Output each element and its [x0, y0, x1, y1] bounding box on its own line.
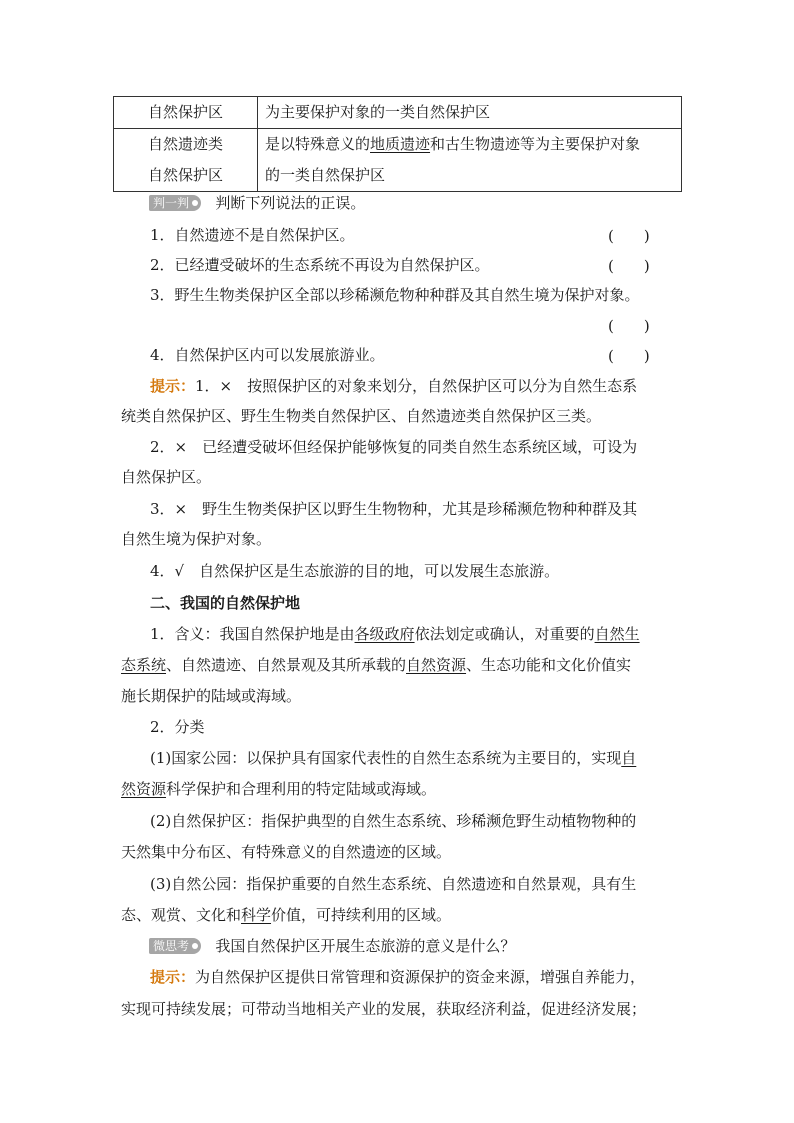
hint-line: 2．× 已经遭受破坏但经保护能够恢复的同类自然生态系统区域，可设为 — [150, 438, 638, 456]
section-heading: 二、我国的自然保护地 — [150, 594, 301, 612]
table-cell-type: 自然遗迹类 自然保护区 — [114, 129, 258, 192]
think-answer-line: 实现可持续发展；可带动当地相关产业的发展，获取经济利益，促进经济发展； — [121, 1000, 647, 1018]
national-park-line: (1)国家公园：以保护具有国家代表性的自然生态系统为主要目的，实现自 — [150, 749, 637, 767]
hint-line: 3．× 野生生物类保护区以野生生物物种，尤其是珍稀濒危物种种群及其 — [150, 500, 638, 518]
table-row — [114, 97, 682, 129]
hint-line: 4．√ 自然保护区是生态旅游的目的地，可以发展生态旅游。 — [150, 562, 560, 580]
think-heading: 微思考 我国自然保护区开展生态旅游的意义是什么？ — [149, 936, 705, 956]
table-row — [114, 129, 682, 192]
table-cell-desc: 为主要保护对象的一类自然保护区 — [258, 97, 682, 129]
nature-park-line: 态、观赏、文化和科学价值，可持续利用的区域。 — [121, 906, 452, 924]
dot-icon — [192, 200, 198, 206]
dot-icon — [192, 943, 198, 949]
definition-line: 1．含义：我国自然保护地是由各级政府依法划定或确认，对重要的自然生 — [150, 625, 640, 643]
national-park-line: 然资源科学保护和合理利用的特定陆域或海域。 — [121, 780, 437, 798]
judge-item: 4．自然保护区内可以发展旅游业。 — [150, 346, 385, 364]
think-answer-line: 提示：为自然保护区提供日常管理和资源保护的资金来源，增强自养能力， — [150, 968, 646, 986]
answer-blank: ( ) — [608, 347, 650, 365]
answer-blank: ( ) — [608, 227, 650, 245]
definition-line: 态系统、自然遗迹、自然景观及其所承载的自然资源、生态功能和文化价值实 — [121, 656, 632, 674]
think-badge: 微思考 — [149, 938, 201, 954]
nature-park-line: (3)自然公园：指保护重要的自然生态系统、自然遗迹和自然景观，具有生 — [150, 875, 637, 893]
hint-line: 自然保护区。 — [121, 468, 212, 486]
classification-heading: 2．分类 — [150, 718, 205, 736]
judge-item: 1．自然遗迹不是自然保护区。 — [150, 226, 355, 244]
nature-reserve-line: 天然集中分布区、有特殊意义的自然遗迹的区域。 — [121, 843, 452, 861]
judge-heading: 判一判 判断下列说法的正误。 — [149, 193, 705, 213]
judge-item: 2．已经遭受破坏的生态系统不再设为自然保护区。 — [150, 256, 490, 274]
answer-blank: ( ) — [608, 317, 650, 335]
hint-line: 统类自然保护区、野生生物类自然保护区、自然遗迹类自然保护区三类。 — [121, 407, 602, 425]
hint-line: 自然生境为保护对象。 — [121, 530, 272, 548]
answer-blank: ( ) — [608, 257, 650, 275]
judge-badge: 判一判 — [149, 195, 201, 211]
hint-line: 提示：1．× 按照保护区的对象来划分，自然保护区可以分为自然生态系 — [150, 377, 638, 395]
nature-reserve-line: (2)自然保护区：指保护典型的自然生态系统、珍稀濒危野生动植物物种的 — [150, 812, 637, 830]
table-cell-type: 自然保护区 — [114, 97, 258, 129]
table-cell-desc: 是以特殊意义的地质遗迹和古生物遗迹等为主要保护对象 的一类自然保护区 — [258, 129, 682, 192]
protection-type-table — [113, 96, 682, 192]
judge-item: 3．野生生物类保护区全部以珍稀濒危物种种群及其自然生境为保护对象。 — [150, 286, 640, 304]
definition-line: 施长期保护的陆域或海域。 — [121, 687, 302, 705]
